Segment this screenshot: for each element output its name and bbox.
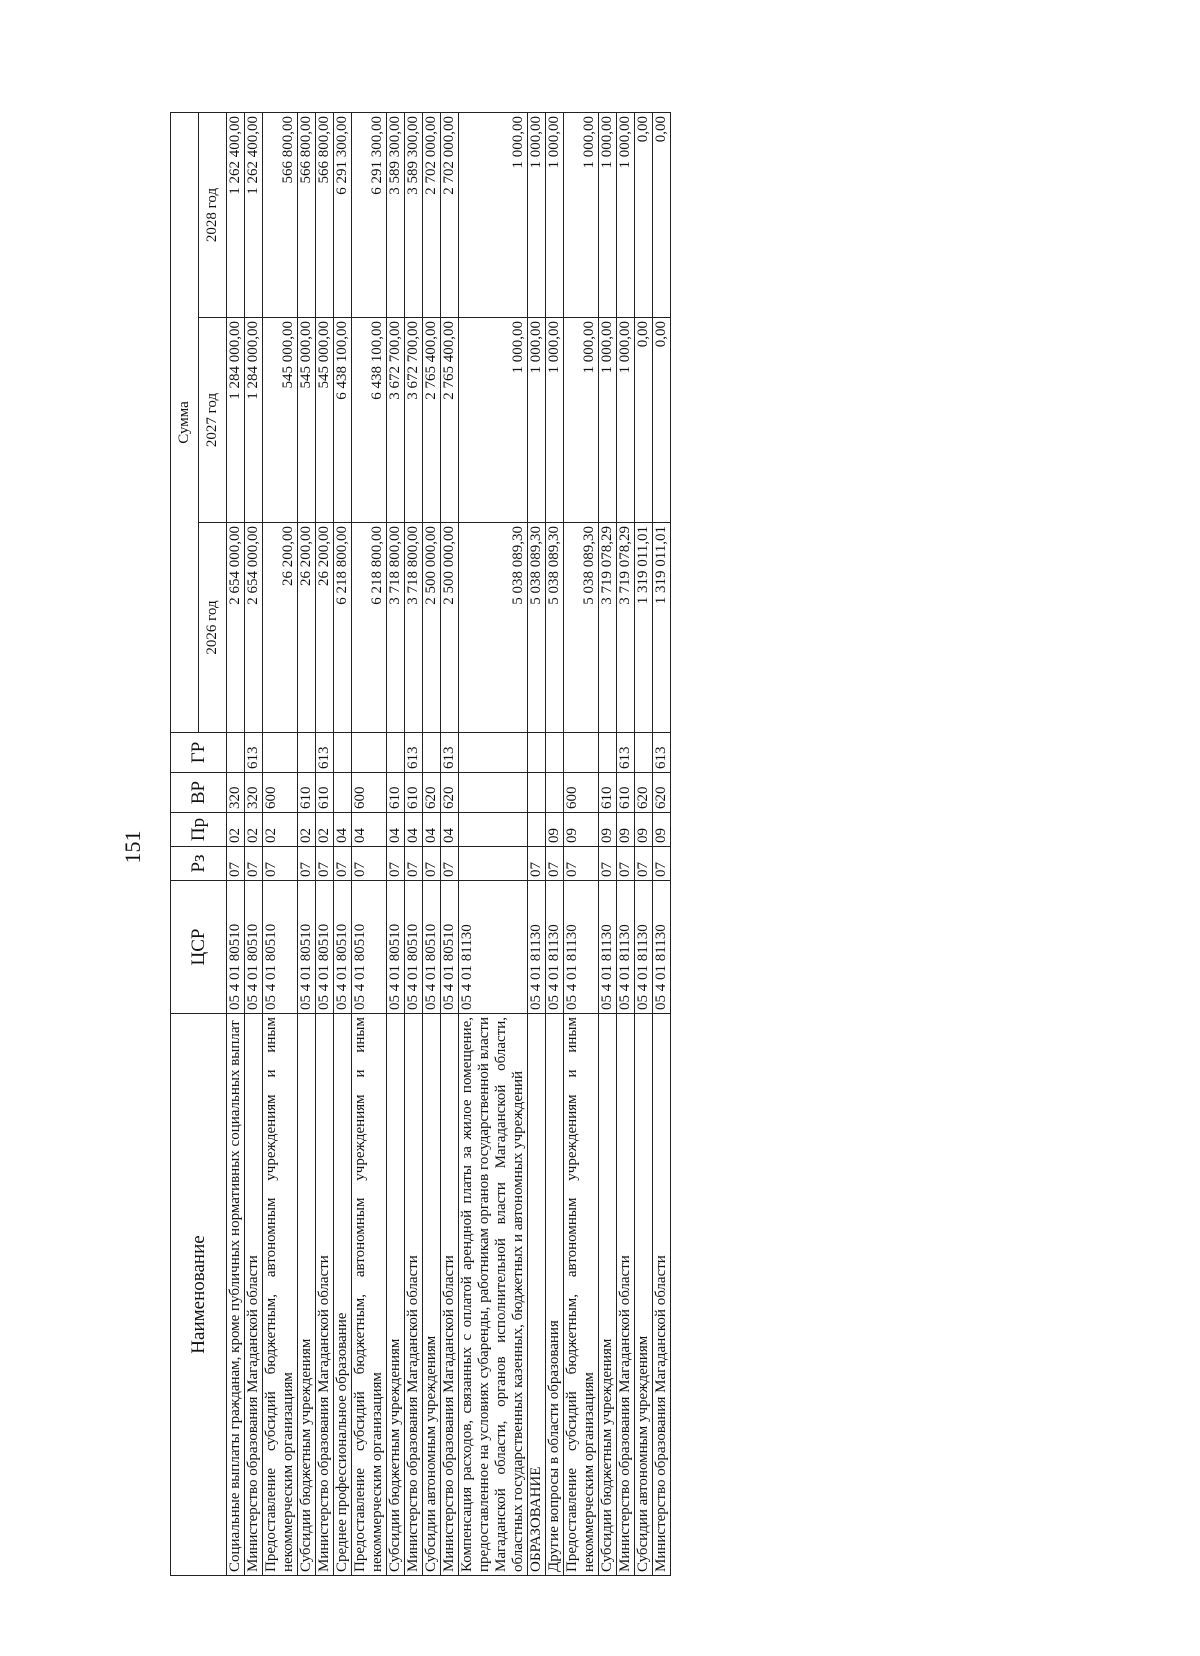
row-sum-2028: 566 800,00 (263, 112, 298, 317)
row-rz: 07 (263, 847, 298, 881)
row-pr: 04 (423, 813, 441, 847)
row-csr: 05 4 01 80510 (227, 881, 245, 1014)
row-name: Предоставление субсидий бюджетным, автономным учреждениям и иным некоммерческим организациям (263, 1014, 298, 1576)
row-gr: 613 (316, 733, 334, 773)
row-pr: 02 (245, 813, 263, 847)
row-vr: 620 (441, 773, 459, 813)
row-csr: 05 4 01 80510 (423, 881, 441, 1014)
row-name: Субсидии автономным учреждениям (423, 1014, 441, 1576)
row-vr: 610 (298, 773, 316, 813)
row-vr: 320 (245, 773, 263, 813)
row-gr: 613 (653, 733, 671, 773)
row-rz: 07 (227, 847, 245, 881)
row-sum-2026: 26 200,00 (298, 523, 316, 733)
row-sum-2028: 3 589 300,00 (387, 112, 405, 317)
row-csr: 05 4 01 80510 (298, 881, 316, 1014)
row-sum-2027: 1 000,00 (617, 318, 635, 523)
row-vr: 610 (387, 773, 405, 813)
row-name: Министерство образования Магаданской области (405, 1014, 423, 1576)
row-pr: 09 (599, 813, 617, 847)
row-sum-2027: 545 000,00 (263, 318, 298, 523)
row-vr: 620 (635, 773, 653, 813)
row-sum-2026: 26 200,00 (263, 523, 298, 733)
row-sum-2027: 6 438 100,00 (334, 318, 352, 523)
row-name: Министерство образования Магаданской области (316, 1014, 334, 1576)
row-rz: 07 (599, 847, 617, 881)
row-name: ОБРАЗОВАНИЕ (528, 1014, 546, 1576)
row-csr: 05 4 01 81130 (459, 881, 528, 1014)
row-sum-2026: 1 319 011,01 (635, 523, 653, 733)
table-row (423, 112, 441, 1575)
header-rz: Рз (171, 847, 227, 881)
table-row (599, 112, 617, 1575)
row-name: Субсидии бюджетным учреждениям (387, 1014, 405, 1576)
row-vr: 600 (564, 773, 599, 813)
header-csr: ЦСР (171, 881, 227, 1014)
row-sum-2026: 5 038 089,30 (546, 523, 564, 733)
table-row (298, 112, 316, 1575)
rotated-table-container (170, 113, 1030, 1576)
row-gr (423, 733, 441, 773)
row-sum-2027: 6 438 100,00 (352, 318, 387, 523)
row-sum-2026: 5 038 089,30 (528, 523, 546, 733)
row-sum-2026: 1 319 011,01 (653, 523, 671, 733)
row-name: Предоставление субсидий бюджетным, автономным учреждениям и иным некоммерческим организациям (352, 1014, 387, 1576)
row-gr (263, 733, 298, 773)
row-csr: 05 4 01 81130 (528, 881, 546, 1014)
row-gr (334, 733, 352, 773)
table-row (405, 112, 423, 1575)
row-pr: 09 (635, 813, 653, 847)
row-gr (298, 733, 316, 773)
row-pr (528, 813, 546, 847)
row-gr: 613 (405, 733, 423, 773)
row-sum-2028: 0,00 (635, 112, 653, 317)
row-gr: 613 (245, 733, 263, 773)
row-pr: 09 (546, 813, 564, 847)
row-pr: 04 (334, 813, 352, 847)
row-rz: 07 (316, 847, 334, 881)
row-gr (635, 733, 653, 773)
header-vr: ВР (171, 773, 227, 813)
row-sum-2027: 3 672 700,00 (387, 318, 405, 523)
row-csr: 05 4 01 80510 (387, 881, 405, 1014)
row-pr: 09 (617, 813, 635, 847)
table-row (459, 112, 528, 1575)
row-csr: 05 4 01 80510 (405, 881, 423, 1014)
row-sum-2028: 1 262 400,00 (245, 112, 263, 317)
row-csr: 05 4 01 80510 (441, 881, 459, 1014)
table-row (528, 112, 546, 1575)
row-sum-2028: 6 291 300,00 (334, 112, 352, 317)
row-name: Субсидии автономным учреждениям (635, 1014, 653, 1576)
row-csr: 05 4 01 81130 (635, 881, 653, 1014)
row-csr: 05 4 01 81130 (564, 881, 599, 1014)
row-sum-2027: 545 000,00 (316, 318, 334, 523)
table-row (387, 112, 405, 1575)
row-gr (352, 733, 387, 773)
row-pr: 09 (653, 813, 671, 847)
row-gr (227, 733, 245, 773)
header-name: Наименование (171, 1014, 227, 1576)
row-sum-2027: 1 000,00 (564, 318, 599, 523)
row-gr (387, 733, 405, 773)
row-name: Среднее профессиональное образование (334, 1014, 352, 1576)
row-rz: 07 (528, 847, 546, 881)
row-sum-2027: 545 000,00 (298, 318, 316, 523)
table-row (441, 112, 459, 1575)
row-sum-2027: 2 765 400,00 (423, 318, 441, 523)
row-sum-2026: 3 719 078,29 (617, 523, 635, 733)
row-rz: 07 (352, 847, 387, 881)
row-sum-2028: 1 000,00 (459, 112, 528, 317)
row-sum-2027: 1 000,00 (459, 318, 528, 523)
row-vr (459, 773, 528, 813)
row-sum-2028: 566 800,00 (316, 112, 334, 317)
row-vr (528, 773, 546, 813)
row-sum-2028: 1 000,00 (546, 112, 564, 317)
table-row (334, 112, 352, 1575)
row-vr: 600 (352, 773, 387, 813)
row-pr: 04 (441, 813, 459, 847)
row-csr: 05 4 01 81130 (546, 881, 564, 1014)
row-name: Министерство образования Магаданской области (441, 1014, 459, 1576)
row-rz: 07 (441, 847, 459, 881)
header-year-2026: 2026 год (199, 523, 227, 733)
row-name: Субсидии бюджетным учреждениям (298, 1014, 316, 1576)
row-sum-2028: 2 702 000,00 (423, 112, 441, 317)
row-sum-2026: 6 218 800,00 (352, 523, 387, 733)
row-rz: 07 (298, 847, 316, 881)
table-body (227, 112, 671, 1575)
row-sum-2028: 1 262 400,00 (227, 112, 245, 317)
row-rz: 07 (245, 847, 263, 881)
row-gr (564, 733, 599, 773)
row-vr: 610 (405, 773, 423, 813)
row-sum-2027: 1 284 000,00 (245, 318, 263, 523)
header-gr: ГР (171, 733, 227, 773)
row-gr: 613 (441, 733, 459, 773)
row-rz: 07 (405, 847, 423, 881)
row-rz: 07 (635, 847, 653, 881)
row-vr: 610 (599, 773, 617, 813)
row-gr: 613 (617, 733, 635, 773)
row-name: Министерство образования Магаданской области (245, 1014, 263, 1576)
row-vr: 620 (423, 773, 441, 813)
row-sum-2026: 3 719 078,29 (599, 523, 617, 733)
row-gr (599, 733, 617, 773)
row-sum-2027: 1 284 000,00 (227, 318, 245, 523)
row-sum-2027: 3 672 700,00 (405, 318, 423, 523)
page-number: 151 (120, 830, 145, 864)
row-sum-2027: 0,00 (635, 318, 653, 523)
row-rz: 07 (564, 847, 599, 881)
row-sum-2028: 566 800,00 (298, 112, 316, 317)
row-sum-2027: 1 000,00 (528, 318, 546, 523)
table-row (617, 112, 635, 1575)
row-csr: 05 4 01 80510 (352, 881, 387, 1014)
row-sum-2026: 5 038 089,30 (459, 523, 528, 733)
row-rz: 07 (423, 847, 441, 881)
table-row (263, 112, 298, 1575)
table-header (171, 112, 227, 1575)
row-sum-2028: 1 000,00 (599, 112, 617, 317)
row-csr: 05 4 01 80510 (334, 881, 352, 1014)
row-vr: 620 (653, 773, 671, 813)
row-sum-2027: 1 000,00 (599, 318, 617, 523)
row-sum-2026: 3 718 800,00 (387, 523, 405, 733)
row-pr: 04 (352, 813, 387, 847)
row-sum-2026: 26 200,00 (316, 523, 334, 733)
row-sum-2026: 6 218 800,00 (334, 523, 352, 733)
row-name: Предоставление субсидий бюджетным, автономным учреждениям и иным некоммерческим организациям (564, 1014, 599, 1576)
header-year-2028: 2028 год (199, 112, 227, 317)
row-rz: 07 (546, 847, 564, 881)
row-csr: 05 4 01 80510 (316, 881, 334, 1014)
row-sum-2028: 1 000,00 (617, 112, 635, 317)
row-csr: 05 4 01 81130 (653, 881, 671, 1014)
row-rz: 07 (653, 847, 671, 881)
row-pr: 02 (298, 813, 316, 847)
row-name: Министерство образования Магаданской области (617, 1014, 635, 1576)
row-csr: 05 4 01 81130 (617, 881, 635, 1014)
row-vr: 600 (263, 773, 298, 813)
row-pr (459, 813, 528, 847)
row-vr (334, 773, 352, 813)
row-vr: 320 (227, 773, 245, 813)
row-gr (459, 733, 528, 773)
budget-table (170, 112, 671, 1576)
header-pr: Пр (171, 813, 227, 847)
row-sum-2026: 2 500 000,00 (423, 523, 441, 733)
table-row (227, 112, 245, 1575)
row-pr: 02 (227, 813, 245, 847)
row-name: Другие вопросы в области образования (546, 1014, 564, 1576)
row-sum-2028: 6 291 300,00 (352, 112, 387, 317)
row-sum-2028: 1 000,00 (564, 112, 599, 317)
row-vr: 610 (316, 773, 334, 813)
row-sum-2026: 3 718 800,00 (405, 523, 423, 733)
row-sum-2026: 2 654 000,00 (227, 523, 245, 733)
row-sum-2028: 3 589 300,00 (405, 112, 423, 317)
table-row (316, 112, 334, 1575)
row-sum-2027: 1 000,00 (546, 318, 564, 523)
row-rz: 07 (617, 847, 635, 881)
header-summa: Сумма (171, 112, 199, 732)
row-rz: 07 (387, 847, 405, 881)
row-sum-2026: 2 500 000,00 (441, 523, 459, 733)
row-gr (528, 733, 546, 773)
row-pr: 09 (564, 813, 599, 847)
header-year-2027: 2027 год (199, 318, 227, 523)
row-sum-2028: 1 000,00 (528, 112, 546, 317)
row-csr: 05 4 01 80510 (245, 881, 263, 1014)
table-row (635, 112, 653, 1575)
row-csr: 05 4 01 80510 (263, 881, 298, 1014)
table-row (352, 112, 387, 1575)
row-rz (459, 847, 528, 881)
row-vr: 610 (617, 773, 635, 813)
row-vr (546, 773, 564, 813)
row-pr: 04 (405, 813, 423, 847)
row-gr (546, 733, 564, 773)
table-row (564, 112, 599, 1575)
row-sum-2028: 2 702 000,00 (441, 112, 459, 317)
row-rz: 07 (334, 847, 352, 881)
table-row (546, 112, 564, 1575)
table-row (653, 112, 671, 1575)
row-sum-2026: 5 038 089,30 (564, 523, 599, 733)
row-name: Субсидии бюджетным учреждениям (599, 1014, 617, 1576)
row-pr: 02 (316, 813, 334, 847)
row-name: Министерство образования Магаданской области (653, 1014, 671, 1576)
row-sum-2027: 2 765 400,00 (441, 318, 459, 523)
row-pr: 02 (263, 813, 298, 847)
row-sum-2028: 0,00 (653, 112, 671, 317)
row-sum-2026: 2 654 000,00 (245, 523, 263, 733)
row-name: Социальные выплаты гражданам, кроме публичных нормативных социальных выплат (227, 1014, 245, 1576)
row-pr: 04 (387, 813, 405, 847)
row-csr: 05 4 01 81130 (599, 881, 617, 1014)
row-name: Компенсация расходов, связанных с оплатой арендной платы за жилое помещение, предоставленное на условиях субаренды, работникам органов государственной власти Магаданской области, органов исполнительной власти Магаданской области, областных государственных казенных, бюджетных и автономных учреждений (459, 1014, 528, 1576)
table-row (245, 112, 263, 1575)
row-sum-2027: 0,00 (653, 318, 671, 523)
